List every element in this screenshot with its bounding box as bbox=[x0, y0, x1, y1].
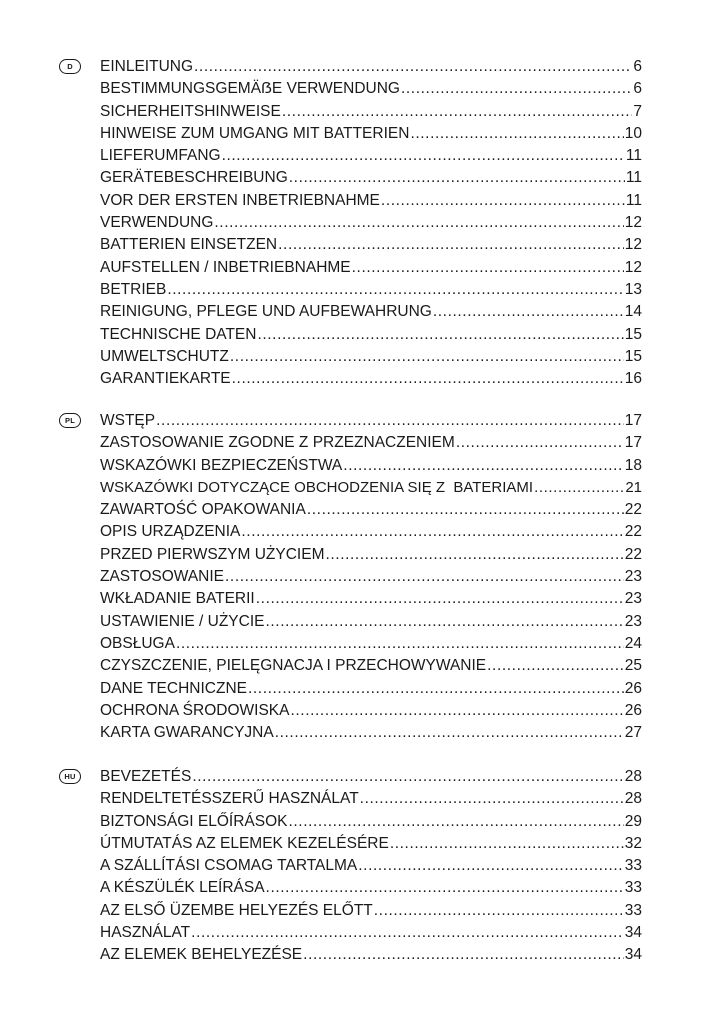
dot-leader bbox=[241, 521, 623, 543]
dot-leader bbox=[374, 900, 624, 922]
dot-leader bbox=[433, 301, 624, 323]
toc-entry-title: USTAWIENIE / UŻYCIE bbox=[100, 612, 265, 630]
toc-entry-title: AUFSTELLEN / INBETRIEBNAHME bbox=[100, 258, 351, 276]
toc-entry-page: 22 bbox=[624, 545, 642, 563]
dot-leader bbox=[222, 145, 625, 167]
toc-entry[interactable] bbox=[100, 633, 642, 655]
toc-entry-page: 15 bbox=[624, 347, 642, 365]
dot-leader bbox=[256, 588, 624, 610]
toc-entry-title: SICHERHEITSHINWEISE bbox=[100, 102, 281, 120]
toc-entry[interactable] bbox=[100, 477, 642, 499]
dot-leader bbox=[232, 368, 624, 390]
toc-entry-title: EINLEITUNG bbox=[100, 58, 194, 75]
dot-leader bbox=[167, 279, 623, 301]
toc-entry-title: VERWENDUNG bbox=[100, 214, 214, 232]
toc-entry-page: 18 bbox=[624, 456, 642, 474]
toc-entry[interactable] bbox=[100, 145, 642, 167]
toc-entry[interactable] bbox=[100, 588, 642, 610]
toc-entry-title: BETRIEB bbox=[100, 280, 167, 298]
dot-leader bbox=[275, 722, 624, 744]
toc-entry-title: VOR DER ERSTEN INBETRIEBNAHME bbox=[100, 191, 380, 209]
toc-entry[interactable] bbox=[100, 944, 642, 966]
toc-entry-page: 34 bbox=[624, 946, 642, 964]
toc-entry[interactable] bbox=[100, 722, 642, 744]
dot-leader bbox=[214, 212, 623, 234]
dot-leader bbox=[257, 324, 623, 346]
dot-leader bbox=[192, 766, 623, 788]
toc-entry[interactable] bbox=[100, 212, 642, 234]
toc-entry[interactable] bbox=[100, 655, 642, 677]
dot-leader bbox=[381, 190, 625, 212]
toc-entry-page: 16 bbox=[624, 370, 642, 388]
toc-entry[interactable] bbox=[100, 455, 642, 477]
toc-entry[interactable] bbox=[100, 678, 642, 700]
dot-leader bbox=[176, 633, 624, 655]
toc-entry[interactable] bbox=[100, 611, 642, 633]
dot-leader bbox=[410, 123, 623, 145]
toc-entry[interactable] bbox=[100, 346, 642, 368]
toc-entry-page: 25 bbox=[624, 657, 642, 675]
toc-entry[interactable] bbox=[100, 855, 642, 877]
toc-entry[interactable] bbox=[100, 833, 642, 855]
toc-entry[interactable] bbox=[100, 544, 642, 566]
dot-leader bbox=[290, 700, 623, 722]
dot-leader bbox=[358, 855, 623, 877]
toc-entry-page: 27 bbox=[624, 724, 642, 742]
dot-leader bbox=[390, 833, 624, 855]
dot-leader bbox=[288, 811, 623, 833]
toc-entry[interactable] bbox=[100, 900, 642, 922]
language-badge-hu: HU bbox=[59, 769, 81, 784]
toc-entry-page: 15 bbox=[624, 325, 642, 343]
toc-entry-page: 23 bbox=[624, 612, 642, 630]
toc-entry-page: 11 bbox=[625, 169, 642, 187]
toc-entry-title: BIZTONSÁGI ELŐÍRÁSOK bbox=[100, 812, 288, 830]
toc-entry-title: WSKAZÓWKI BEZPIECZEŃSTWA bbox=[100, 456, 343, 474]
toc-entry-page: 12 bbox=[624, 258, 642, 276]
dot-leader bbox=[191, 922, 624, 944]
toc-entry-title: ZASTOSOWANIE ZGODNE Z PRZEZNACZENIEM bbox=[100, 434, 455, 452]
toc-entry[interactable] bbox=[100, 257, 642, 279]
dot-leader bbox=[265, 611, 623, 633]
toc-entry-page: 6 bbox=[633, 58, 642, 75]
toc-entry-title: REINIGUNG, PFLEGE UND AUFBEWAHRUNG bbox=[100, 303, 432, 321]
toc-entry[interactable] bbox=[100, 766, 642, 788]
toc-entry-page: 12 bbox=[624, 236, 642, 254]
toc-entry[interactable] bbox=[100, 234, 642, 256]
toc-entry-page: 21 bbox=[625, 478, 642, 496]
toc-entry-page: 28 bbox=[624, 768, 642, 785]
toc-entry-page: 24 bbox=[624, 634, 642, 652]
toc-entry[interactable] bbox=[100, 301, 642, 323]
toc-entry-title: WSKAZÓWKI DOTYCZĄCE OBCHODZENIA SIĘ Z BATERIAMI bbox=[100, 478, 534, 496]
toc-entry[interactable] bbox=[100, 432, 642, 454]
toc-list-pl bbox=[100, 410, 642, 744]
toc-entry-title: LIEFERUMFANG bbox=[100, 147, 221, 165]
dot-leader bbox=[225, 566, 624, 588]
dot-leader bbox=[282, 101, 633, 123]
toc-entry-title: A KÉSZÜLÉK LEÍRÁSA bbox=[100, 879, 265, 897]
language-badge-de: D bbox=[59, 59, 81, 74]
toc-entry-title: WKŁADANIE BATERII bbox=[100, 590, 255, 608]
dot-leader bbox=[248, 678, 624, 700]
toc-entry-title: KARTA GWARANCYJNA bbox=[100, 724, 274, 742]
dot-leader bbox=[303, 944, 624, 966]
toc-entry[interactable] bbox=[100, 167, 642, 189]
toc-entry-title: OBSŁUGA bbox=[100, 634, 175, 652]
toc-entry-page: 7 bbox=[633, 102, 642, 120]
toc-entry[interactable] bbox=[100, 877, 642, 899]
toc-entry-page: 17 bbox=[624, 412, 642, 429]
toc-entry-title: A SZÁLLÍTÁSI CSOMAG TARTALMA bbox=[100, 857, 358, 875]
toc-entry-title: ZAWARTOŚĆ OPAKOWANIA bbox=[100, 501, 306, 519]
toc-entry-page: 26 bbox=[624, 679, 642, 697]
toc-entry[interactable] bbox=[100, 324, 642, 346]
toc-entry-page: 12 bbox=[624, 214, 642, 232]
toc-entry-title: OCHRONA ŚRODOWISKA bbox=[100, 701, 290, 719]
dot-leader bbox=[307, 499, 624, 521]
dot-leader bbox=[401, 78, 632, 100]
toc-entry[interactable] bbox=[100, 123, 642, 145]
toc-entry-page: 26 bbox=[624, 701, 642, 719]
toc-entry[interactable] bbox=[100, 811, 642, 833]
toc-entry-page: 33 bbox=[624, 879, 642, 897]
toc-entry[interactable] bbox=[100, 368, 642, 390]
toc-entry-page: 22 bbox=[624, 501, 642, 519]
toc-list-de bbox=[100, 56, 642, 390]
toc-entry-page: 23 bbox=[624, 568, 642, 586]
toc-entry-page: 14 bbox=[624, 303, 642, 321]
dot-leader bbox=[266, 877, 624, 899]
toc-entry-title: GERÄTEBESCHREIBUNG bbox=[100, 169, 288, 187]
toc-entry[interactable] bbox=[100, 190, 642, 212]
dot-leader bbox=[194, 56, 632, 78]
dot-leader bbox=[487, 655, 624, 677]
toc-entry-page: 32 bbox=[624, 834, 642, 852]
toc-entry-title: UMWELTSCHUTZ bbox=[100, 347, 229, 365]
dot-leader bbox=[534, 477, 624, 499]
toc-entry-page: 29 bbox=[624, 812, 642, 830]
toc-entry[interactable] bbox=[100, 410, 642, 432]
toc-entry-page: 6 bbox=[633, 80, 642, 98]
toc-entry-title: AZ ELEMEK BEHELYEZÉSE bbox=[100, 946, 303, 964]
dot-leader bbox=[343, 455, 623, 477]
toc-entry-page: 28 bbox=[624, 790, 642, 808]
toc-entry[interactable] bbox=[100, 279, 642, 301]
toc-entry[interactable] bbox=[100, 101, 642, 123]
toc-entry-title: TECHNISCHE DATEN bbox=[100, 325, 257, 343]
toc-entry[interactable] bbox=[100, 521, 642, 543]
toc-entry-title: ÚTMUTATÁS AZ ELEMEK KEZELÉSÉRE bbox=[100, 834, 389, 852]
toc-entry-page: 11 bbox=[625, 191, 642, 209]
toc-entry-page: 33 bbox=[624, 857, 642, 875]
toc-entry[interactable] bbox=[100, 78, 642, 100]
dot-leader bbox=[230, 346, 624, 368]
toc-entry-title: ZASTOSOWANIE bbox=[100, 568, 225, 586]
toc-list-hu bbox=[100, 766, 642, 967]
dot-leader bbox=[278, 234, 624, 256]
toc-entry-page: 11 bbox=[625, 147, 642, 165]
toc-entry-title: DANE TECHNICZNE bbox=[100, 679, 247, 697]
toc-entry-title: OPIS URZĄDZENIA bbox=[100, 523, 241, 541]
toc-entry-title: RENDELTETÉSSZERŰ HASZNÁLAT bbox=[100, 790, 359, 808]
dot-leader bbox=[156, 410, 624, 432]
toc-entry-page: 34 bbox=[624, 924, 642, 942]
toc-entry-title: WSTĘP bbox=[100, 412, 156, 429]
toc-entry-title: BEVEZETÉS bbox=[100, 768, 192, 785]
toc-entry[interactable] bbox=[100, 788, 642, 810]
toc-entry-title: GARANTIEKARTE bbox=[100, 370, 231, 388]
dot-leader bbox=[352, 257, 624, 279]
toc-entry-page: 33 bbox=[624, 901, 642, 919]
toc-entry-title: HINWEISE ZUM UMGANG MIT BATTERIEN bbox=[100, 124, 410, 142]
dot-leader bbox=[289, 167, 625, 189]
dot-leader bbox=[360, 788, 624, 810]
toc-entry-title: BESTIMMUNGSGEMÄẞE VERWENDUNG bbox=[100, 80, 400, 98]
toc-entry-page: 23 bbox=[624, 590, 642, 608]
toc-entry[interactable] bbox=[100, 56, 642, 78]
toc-entry-title: PRZED PIERWSZYM UŻYCIEM bbox=[100, 545, 325, 563]
toc-entry[interactable] bbox=[100, 566, 642, 588]
toc-entry-page: 22 bbox=[624, 523, 642, 541]
toc-entry[interactable] bbox=[100, 700, 642, 722]
toc-entry-page: 10 bbox=[624, 124, 642, 142]
toc-entry-title: HASZNÁLAT bbox=[100, 924, 191, 942]
toc-entry-page: 17 bbox=[624, 434, 642, 452]
toc-entry-page: 13 bbox=[624, 280, 642, 298]
toc-entry[interactable] bbox=[100, 922, 642, 944]
language-badge-pl: PL bbox=[59, 413, 81, 428]
toc-entry-title: CZYSZCZENIE, PIELĘGNACJA I PRZECHOWYWANIE bbox=[100, 657, 487, 675]
toc-entry-title: AZ ELSŐ ÜZEMBE HELYEZÉS ELŐTT bbox=[100, 901, 373, 919]
toc-entry[interactable] bbox=[100, 499, 642, 521]
dot-leader bbox=[456, 432, 624, 454]
dot-leader bbox=[325, 544, 623, 566]
toc-entry-title: BATTERIEN EINSETZEN bbox=[100, 236, 278, 254]
